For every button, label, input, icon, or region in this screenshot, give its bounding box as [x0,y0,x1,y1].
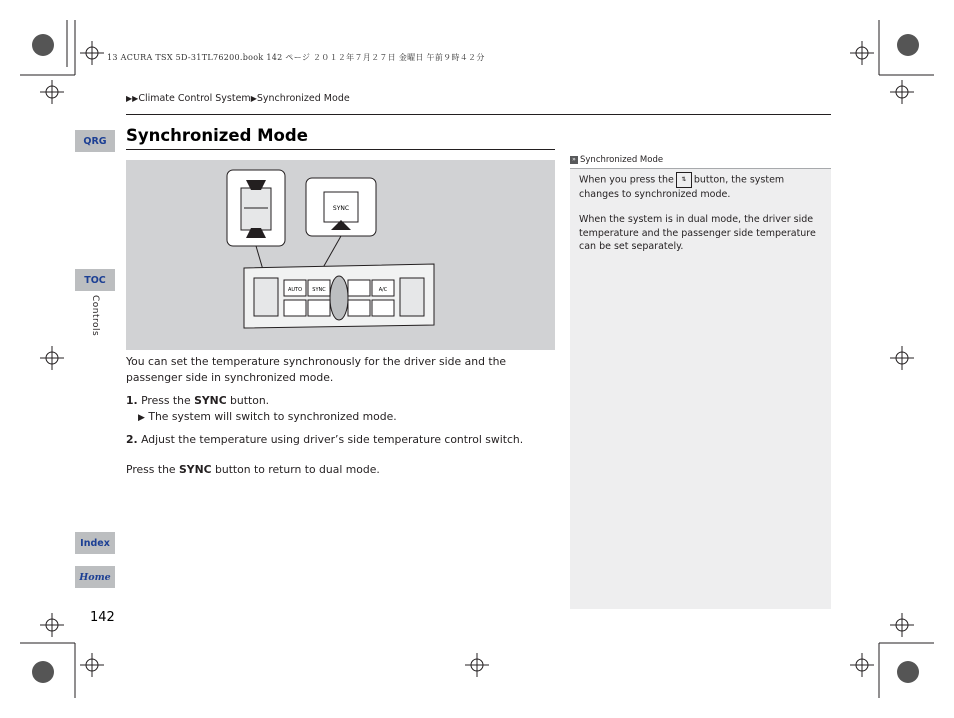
sidebar-para-1-post: button, the system changes to synchronized mode. [579,174,785,200]
climate-panel-illustration [126,160,555,350]
title-divider [126,149,555,150]
breadcrumb [126,93,350,104]
step-1-number: 1. [126,394,138,407]
toc-tab[interactable]: TOC [75,269,115,291]
page-number: 142 [90,610,115,625]
step-1 [126,393,556,409]
sidebar-para-2: When the system is in dual mode, the driver side temperature and the passenger side temperature can be set separately. [579,214,816,252]
sidebar-para-1-pre: When you press the [579,174,674,186]
result-arrow-icon: ▶ [138,413,145,423]
breadcrumb-arrow-icon: ▶ [250,94,257,103]
step-1-sub: The system will switch to synchronized mode. [148,410,397,423]
return-bold: SYNC [179,463,212,476]
breadcrumb-arrow-icon: ▶▶ [126,94,139,103]
step-1-result [138,409,568,426]
sidebar-heading [570,155,663,165]
qrg-tab[interactable]: QRG [75,130,115,152]
index-tab[interactable]: Index [75,532,115,554]
step-2-number: 2. [126,433,138,446]
panel-sync-label: SYNC [312,287,326,293]
step-2-text: Adjust the temperature using driver’s side temperature control switch. [141,433,524,446]
step-1-post: button. [226,394,270,407]
breadcrumb-item-sync[interactable]: Synchronized Mode [256,93,350,104]
sidebar-para-1 [579,172,825,202]
climate-panel-figure [126,160,555,350]
print-line: 13 ACURA TSX 5D-31TL76200.book 142 ページ ２０１２年７月２７日 金曜日 午前９時４２分 [107,53,485,62]
sidebar-heading-text: Synchronized Mode [580,155,664,165]
home-tab[interactable]: Home [75,566,115,588]
intro-paragraph: You can set the temperature synchronously for the driver side and the passenger side in synchronized mode. [126,355,507,384]
return-pre: Press the [126,463,179,476]
note-marker-icon: » [570,156,578,164]
sync-button-icon: ⇅ [676,172,692,188]
return-note [126,462,556,478]
step-2 [126,432,556,448]
step-1-bold: SYNC [194,394,227,407]
breadcrumb-item-climate[interactable]: Climate Control System [138,93,251,104]
header-divider [126,114,831,115]
auto-label: AUTO [287,287,303,293]
sync-callout-label: SYNC [332,205,350,212]
section-label: Controls [90,295,100,337]
page-title: Synchronized Mode [126,126,308,145]
ac-label: A/C [378,287,388,293]
return-post: button to return to dual mode. [211,463,380,476]
step-1-pre: Press the [141,394,195,407]
